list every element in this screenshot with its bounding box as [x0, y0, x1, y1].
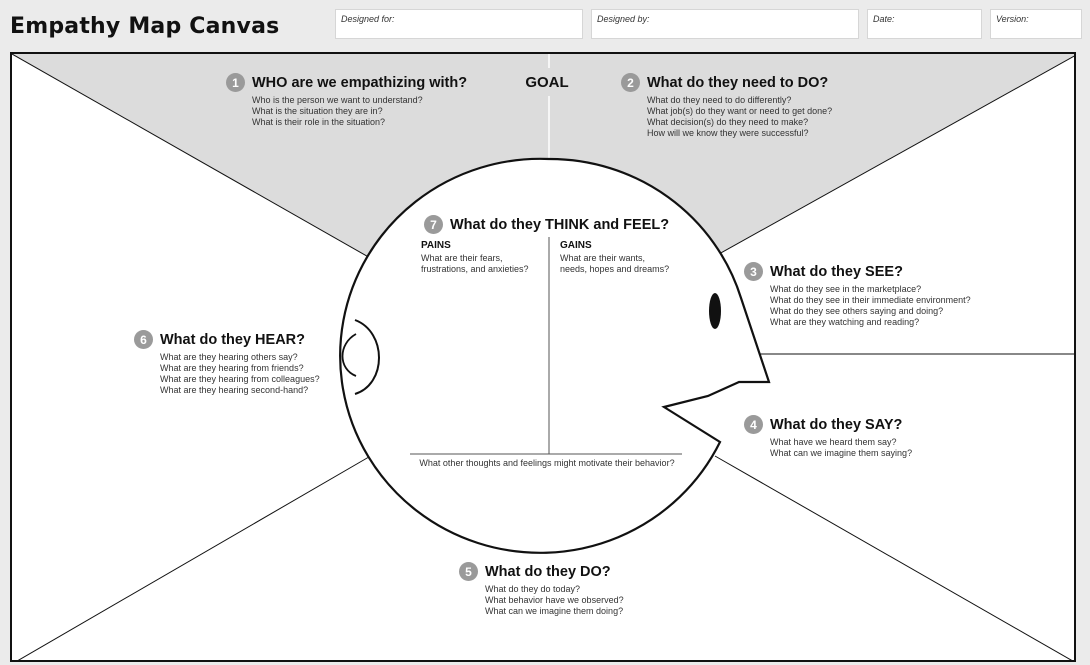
section-heading: What do they DO? — [485, 563, 611, 580]
section-number: 4 — [744, 415, 763, 434]
section-number: 3 — [744, 262, 763, 281]
section-heading: What do they HEAR? — [160, 331, 305, 348]
question: How will we know they were successful? — [647, 128, 809, 138]
section-think-feel — [424, 215, 669, 234]
motivation-question: What other thoughts and feelings might motivate their behavior? — [419, 458, 675, 468]
divider-bottom-left — [12, 454, 374, 662]
section-heading: What do they SAY? — [770, 416, 903, 433]
question: What are their wants, — [560, 253, 646, 263]
question: What are they hearing others say? — [160, 352, 298, 362]
date-label: Date: — [873, 14, 895, 24]
section-say — [744, 415, 912, 459]
question: What do they see others saying and doing? — [770, 306, 944, 316]
section-number: 5 — [459, 562, 478, 581]
question: What do they see in the marketplace? — [770, 284, 922, 294]
question: What job(s) do they want or need to get done? — [647, 106, 833, 116]
section-see — [744, 262, 971, 328]
section-number: 6 — [134, 330, 153, 349]
question: What can we imagine them saying? — [770, 448, 913, 458]
question: What can we imagine them doing? — [485, 606, 624, 616]
question: What behavior have we observed? — [485, 595, 624, 605]
gains-block — [560, 240, 669, 275]
eye-icon — [709, 293, 721, 329]
question: What are their fears, — [421, 253, 503, 263]
section-heading: What do they need to DO? — [647, 74, 829, 91]
designed-for-label: Designed for: — [341, 14, 395, 24]
question: What do they need to do differently? — [647, 95, 792, 105]
divider-bottom-right — [715, 456, 1076, 662]
question: What do they do today? — [485, 584, 581, 594]
date-field[interactable] — [867, 9, 982, 39]
section-heading: What do they SEE? — [770, 263, 903, 280]
question: What have we heard them say? — [770, 437, 897, 447]
section-number: 2 — [621, 73, 640, 92]
section-heading: What do they THINK and FEEL? — [450, 216, 670, 233]
question: What is their role in the situation? — [252, 117, 386, 127]
pains-label: PAINS — [421, 240, 451, 251]
section-number: 7 — [424, 215, 443, 234]
version-field[interactable] — [990, 9, 1082, 39]
question: What do they see in their immediate environment? — [770, 295, 971, 305]
gains-label: GAINS — [560, 240, 592, 251]
pains-block — [421, 240, 529, 275]
question: frustrations, and anxieties? — [421, 264, 529, 274]
designed-for-field[interactable] — [335, 9, 583, 39]
question: What are they hearing from colleagues? — [160, 374, 320, 384]
section-number: 1 — [226, 73, 245, 92]
section-hear — [134, 330, 320, 396]
question: What are they hearing from friends? — [160, 363, 304, 373]
designed-by-label: Designed by: — [597, 14, 650, 24]
goal-label: GOAL — [495, 68, 599, 96]
question: needs, hopes and dreams? — [560, 264, 670, 274]
section-do — [459, 562, 624, 617]
question: What are they watching and reading? — [770, 317, 920, 327]
version-label: Version: — [996, 14, 1029, 24]
question: What decision(s) do they need to make? — [647, 117, 809, 127]
empathy-map-canvas — [10, 52, 1076, 662]
question: Who is the person we want to understand? — [252, 95, 423, 105]
question: What are they hearing second-hand? — [160, 385, 309, 395]
section-need-to-do — [621, 73, 832, 139]
question: What is the situation they are in? — [252, 106, 383, 116]
designed-by-field[interactable] — [591, 9, 859, 39]
page-title: Empathy Map Canvas — [10, 14, 280, 39]
section-who — [226, 73, 467, 128]
section-heading: WHO are we empathizing with? — [252, 74, 468, 91]
